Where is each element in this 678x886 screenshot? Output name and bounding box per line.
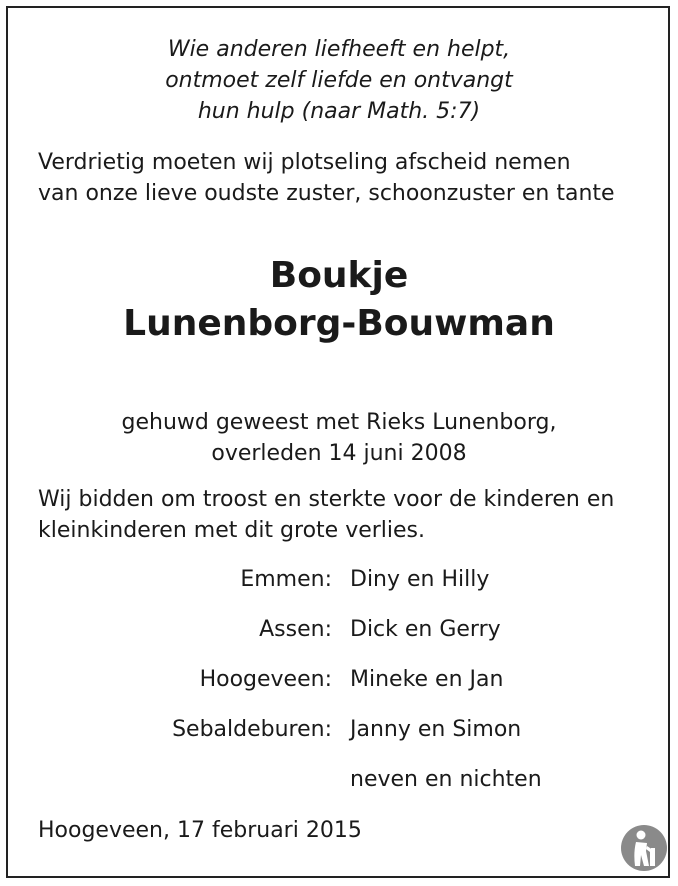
poem-line: ontmoet zelf liefde en ontvangt <box>165 68 513 93</box>
married-line: overleden 14 juni 2008 <box>211 441 467 466</box>
family-names: Mineke en Jan <box>350 667 504 692</box>
poem-quote <box>0 34 678 127</box>
intro-line: Verdrietig moeten wij plotseling afscheid nemen <box>38 150 571 175</box>
family-city: Sebaldeburen: <box>172 717 332 742</box>
family-names: Dick en Gerry <box>350 617 501 642</box>
family-city: Hoogeveen: <box>199 667 332 692</box>
family-row <box>0 763 678 797</box>
deceased-first-name: Boukje <box>269 255 409 296</box>
prayer-text <box>38 484 648 546</box>
prayer-line: kleinkinderen met dit grote verlies. <box>38 518 426 543</box>
poem-line: Wie anderen liefheeft en helpt, <box>167 37 511 62</box>
family-row <box>0 663 678 697</box>
family-row <box>0 613 678 647</box>
family-row <box>0 713 678 747</box>
poem-line: hun hulp (naar Math. 5:7) <box>197 99 481 124</box>
family-names: Diny en Hilly <box>350 567 490 592</box>
family-city: Emmen: <box>240 567 332 592</box>
deceased-surname: Lunenborg-Bouwman <box>123 303 555 344</box>
family-names: neven en nichten <box>350 767 542 792</box>
intro-line: van onze lieve oudste zuster, schoonzuster en tante <box>38 181 615 206</box>
mourning-figure-icon <box>620 824 668 872</box>
married-line: gehuwd geweest met Rieks Lunenborg, <box>121 410 557 435</box>
family-city: Assen: <box>259 617 332 642</box>
family-row <box>0 563 678 597</box>
intro-text <box>38 147 648 209</box>
married-text <box>0 407 678 469</box>
deceased-name <box>0 252 678 348</box>
prayer-line: Wij bidden om troost en sterkte voor de kinderen en <box>38 487 615 512</box>
family-names: Janny en Simon <box>350 717 522 742</box>
place-date: Hoogeveen, 17 februari 2015 <box>38 818 362 843</box>
